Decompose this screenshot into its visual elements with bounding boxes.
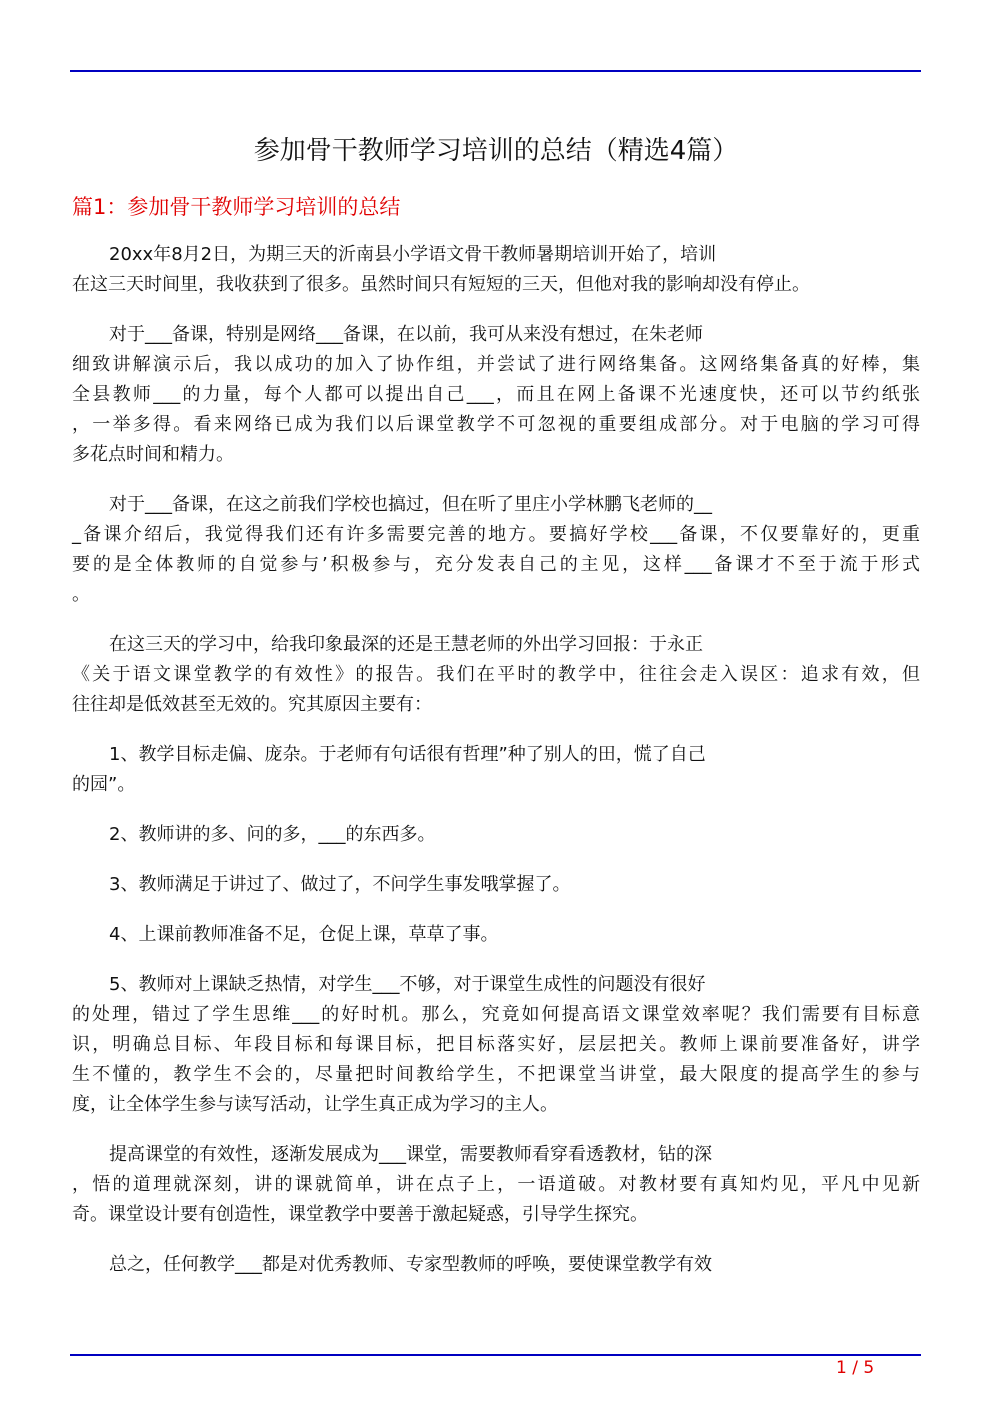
paragraph-line: 在这三天时间里，我收获到了很多。虽然时间只有短短的三天，但他对我的影响却没有停止。 bbox=[72, 274, 810, 295]
paragraph-line: 20xx年8月2日，为期三天的沂南县小学语文骨干教师暑期培训开始了，培训 bbox=[109, 244, 717, 265]
paragraph-line: 要的是全体教师的自觉参与’积极参与，充分发表自己的主见，这样___备课才不至于流于形式 bbox=[72, 554, 920, 575]
paragraph-line: 《关于语文课堂教学的有效性》的报告。我们在平时的教学中，往往会走入误区：追求有效，但 bbox=[72, 664, 920, 685]
paragraph bbox=[72, 630, 920, 720]
paragraph bbox=[72, 920, 920, 950]
paragraph-line: ，悟的道理就深刻，讲的课就简单，讲在点子上，一语道破。对教材要有真知灼见，平凡中见新 bbox=[72, 1174, 920, 1195]
section-heading: 篇1：参加骨干教师学习培训的总结 bbox=[72, 195, 401, 219]
paragraph-line: 度，让全体学生参与读写活动，让学生真正成为学习的主人。 bbox=[72, 1094, 558, 1115]
paragraph-line: 2、教师讲的多、问的多，___的东西多。 bbox=[109, 824, 436, 845]
paragraph bbox=[72, 490, 920, 610]
paragraph bbox=[72, 240, 920, 300]
paragraph bbox=[72, 1140, 920, 1230]
footer-rule bbox=[70, 1354, 921, 1356]
paragraph-line: 在这三天的学习中，给我印象最深的还是王慧老师的外出学习回报：于永正 bbox=[109, 634, 703, 655]
paragraph-line: 4、上课前教师准备不足，仓促上课，草草了事。 bbox=[109, 924, 499, 945]
paragraph-line: 5、教师对上课缺乏热情，对学生___不够，对于课堂生成性的问题没有很好 bbox=[109, 974, 706, 995]
paragraph-line: ，一举多得。看来网络已成为我们以后课堂教学不可忽视的重要组成部分。对于电脑的学习可得 bbox=[72, 414, 920, 435]
page-number: 1 / 5 bbox=[836, 1358, 875, 1378]
paragraph-line: 识，明确总目标、年段目标和每课目标，把目标落实好，层层把关。教师上课前要准备好，讲学 bbox=[72, 1034, 920, 1055]
paragraph-line: 总之，任何教学___都是对优秀教师、专家型教师的呼唤，要使课堂教学有效 bbox=[109, 1254, 712, 1275]
paragraph-line: 的园”。 bbox=[72, 774, 136, 795]
paragraph-line: 全县教师___的力量，每个人都可以提出自己___，而且在网上备课不光速度快，还可以节约纸张 bbox=[72, 384, 920, 405]
paragraph-line: 1、教学目标走偏、庞杂。于老师有句话很有哲理”种了别人的田，慌了自己 bbox=[109, 744, 706, 765]
paragraph-line: 生不懂的，教学生不会的，尽量把时间教给学生，不把课堂当讲堂，最大限度的提高学生的参与 bbox=[72, 1064, 920, 1085]
paragraph bbox=[72, 740, 920, 800]
paragraph bbox=[72, 870, 920, 900]
paragraph-line: 3、教师满足于讲过了、做过了，不问学生事发哦掌握了。 bbox=[109, 874, 571, 895]
paragraph bbox=[72, 820, 920, 850]
paragraph-line: 的处理，错过了学生思维___的好时机。那么，究竟如何提高语文课堂效率呢？我们需要有目标意 bbox=[72, 1004, 920, 1025]
document-body bbox=[72, 240, 920, 1300]
paragraph-line: 多花点时间和精力。 bbox=[72, 444, 234, 465]
paragraph-line: _备课介绍后，我觉得我们还有许多需要完善的地方。要搞好学校___备课，不仅要靠好的，更重 bbox=[72, 524, 920, 545]
document-title: 参加骨干教师学习培训的总结（精选4篇） bbox=[253, 136, 739, 166]
paragraph bbox=[72, 1250, 920, 1280]
header-rule bbox=[70, 70, 921, 72]
paragraph bbox=[72, 970, 920, 1120]
paragraph bbox=[72, 320, 920, 470]
paragraph-line: 对于___备课，特别是网络___备课，在以前，我可从来没有想过，在朱老师 bbox=[109, 324, 703, 345]
paragraph-line: 。 bbox=[72, 584, 90, 605]
paragraph-line: 对于___备课，在这之前我们学校也搞过，但在听了里庄小学林鹏飞老师的__ bbox=[109, 494, 712, 515]
paragraph-line: 提高课堂的有效性，逐渐发展成为___课堂，需要教师看穿看透教材，钻的深 bbox=[109, 1144, 712, 1165]
paragraph-line: 奇。课堂设计要有创造性，课堂教学中要善于激起疑惑，引导学生探究。 bbox=[72, 1204, 648, 1225]
paragraph-line: 细致讲解演示后，我以成功的加入了协作组，并尝试了进行网络集备。这网络集备真的好棒，集 bbox=[72, 354, 920, 375]
paragraph-line: 往往却是低效甚至无效的。究其原因主要有： bbox=[72, 694, 432, 715]
